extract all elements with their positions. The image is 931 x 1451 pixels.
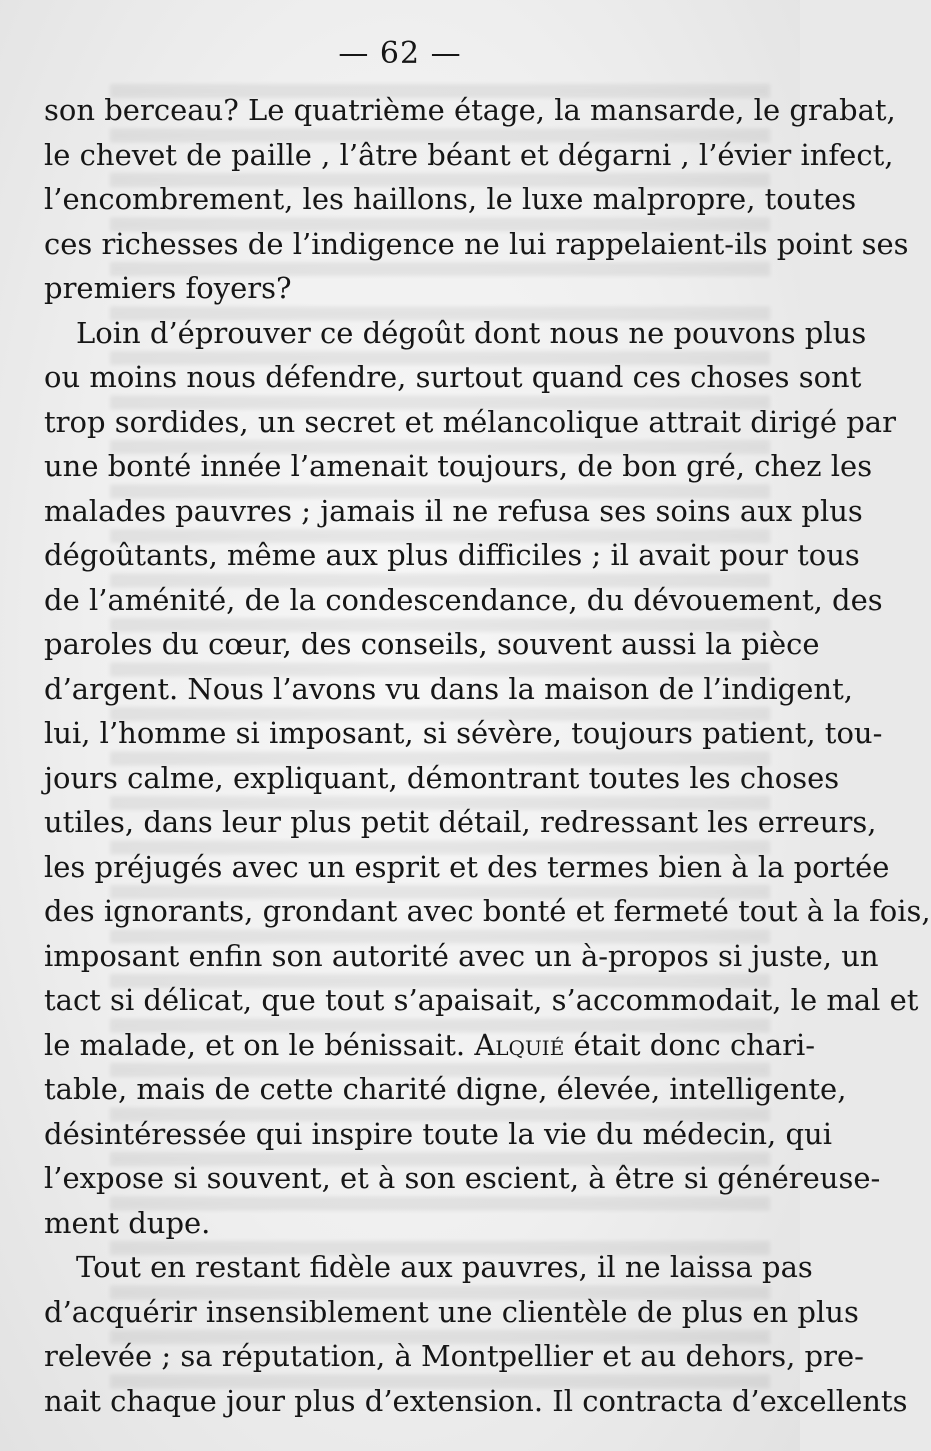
text-line: de l’aménité, de la condescendance, du dévouement, des bbox=[44, 582, 883, 617]
text-line: imposant enfin son autorité avec un à-propos si juste, un bbox=[44, 938, 879, 973]
text-line-with-name bbox=[44, 1023, 816, 1068]
text-line: trop sordides, un secret et mélancolique attrait dirigé par bbox=[44, 404, 896, 439]
text-line: d’argent. Nous l’avons vu dans la maison de l’indigent, bbox=[44, 671, 853, 706]
text-line: des ignorants, grondant avec bonté et fermeté tout à la fois, bbox=[44, 894, 931, 928]
text-line: relevée ; sa réputation, à Montpellier et au dehors, pre- bbox=[44, 1339, 864, 1373]
text-line: table, mais de cette charité digne, élevée, intelligente, bbox=[44, 1072, 847, 1106]
text-line-start: le malade, et on le bénissait. bbox=[44, 1027, 466, 1062]
text-line: d’acquérir insensiblement une clientèle de plus en plus bbox=[44, 1294, 859, 1329]
text-line: malades pauvres ; jamais il ne refusa ses soins aux plus bbox=[44, 493, 863, 528]
text-line: une bonté innée l’amenait toujours, de bon gré, chez les bbox=[44, 449, 873, 483]
text-line: lui, l’homme si imposant, si sévère, toujours patient, tou- bbox=[44, 716, 883, 750]
text-line: paroles du cœur, des conseils, souvent aussi la pièce bbox=[44, 627, 820, 661]
text-line: Loin d’éprouver ce dégoût dont nous ne pouvons plus bbox=[76, 315, 867, 350]
text-line: premiers foyers? bbox=[44, 271, 292, 305]
page-number: — 62 — bbox=[338, 36, 462, 71]
text-line: nait chaque jour plus d’extension. Il contracta d’excellents bbox=[44, 1383, 908, 1418]
text-line: l’encombrement, les haillons, le luxe malpropre, toutes bbox=[44, 182, 857, 216]
text-line: ou moins nous défendre, surtout quand ces choses sont bbox=[44, 360, 862, 394]
text-line-end: était donc chari- bbox=[573, 1027, 816, 1062]
text-line: le chevet de paille , l’âtre béant et dégarni , l’évier infect, bbox=[44, 137, 894, 172]
text-line: tact si délicat, que tout s’apaisait, s’accommodait, le mal et bbox=[44, 983, 919, 1017]
text-line: ces richesses de l’indigence ne lui rappelaient-ils point ses bbox=[44, 226, 909, 261]
text-line: Tout en restant fidèle aux pauvres, il ne laissa pas bbox=[76, 1250, 813, 1284]
text-line: utiles, dans leur plus petit détail, redressant les erreurs, bbox=[44, 805, 877, 839]
text-line: jours calme, expliquant, démontrant toutes les choses bbox=[44, 760, 840, 795]
text-line: son berceau? Le quatrième étage, la mansarde, le grabat, bbox=[44, 93, 896, 127]
text-line: l’expose si souvent, et à son escient, à être si généreuse- bbox=[44, 1161, 881, 1195]
text-line: désintéressée qui inspire toute la vie du médecin, qui bbox=[44, 1116, 832, 1151]
text-line: ment dupe. bbox=[44, 1205, 211, 1240]
text-line: dégoûtants, même aux plus difficiles ; il avait pour tous bbox=[44, 538, 860, 572]
person-name: Alquié bbox=[474, 1027, 565, 1062]
text-line: les préjugés avec un esprit et des termes bien à la portée bbox=[44, 849, 890, 884]
